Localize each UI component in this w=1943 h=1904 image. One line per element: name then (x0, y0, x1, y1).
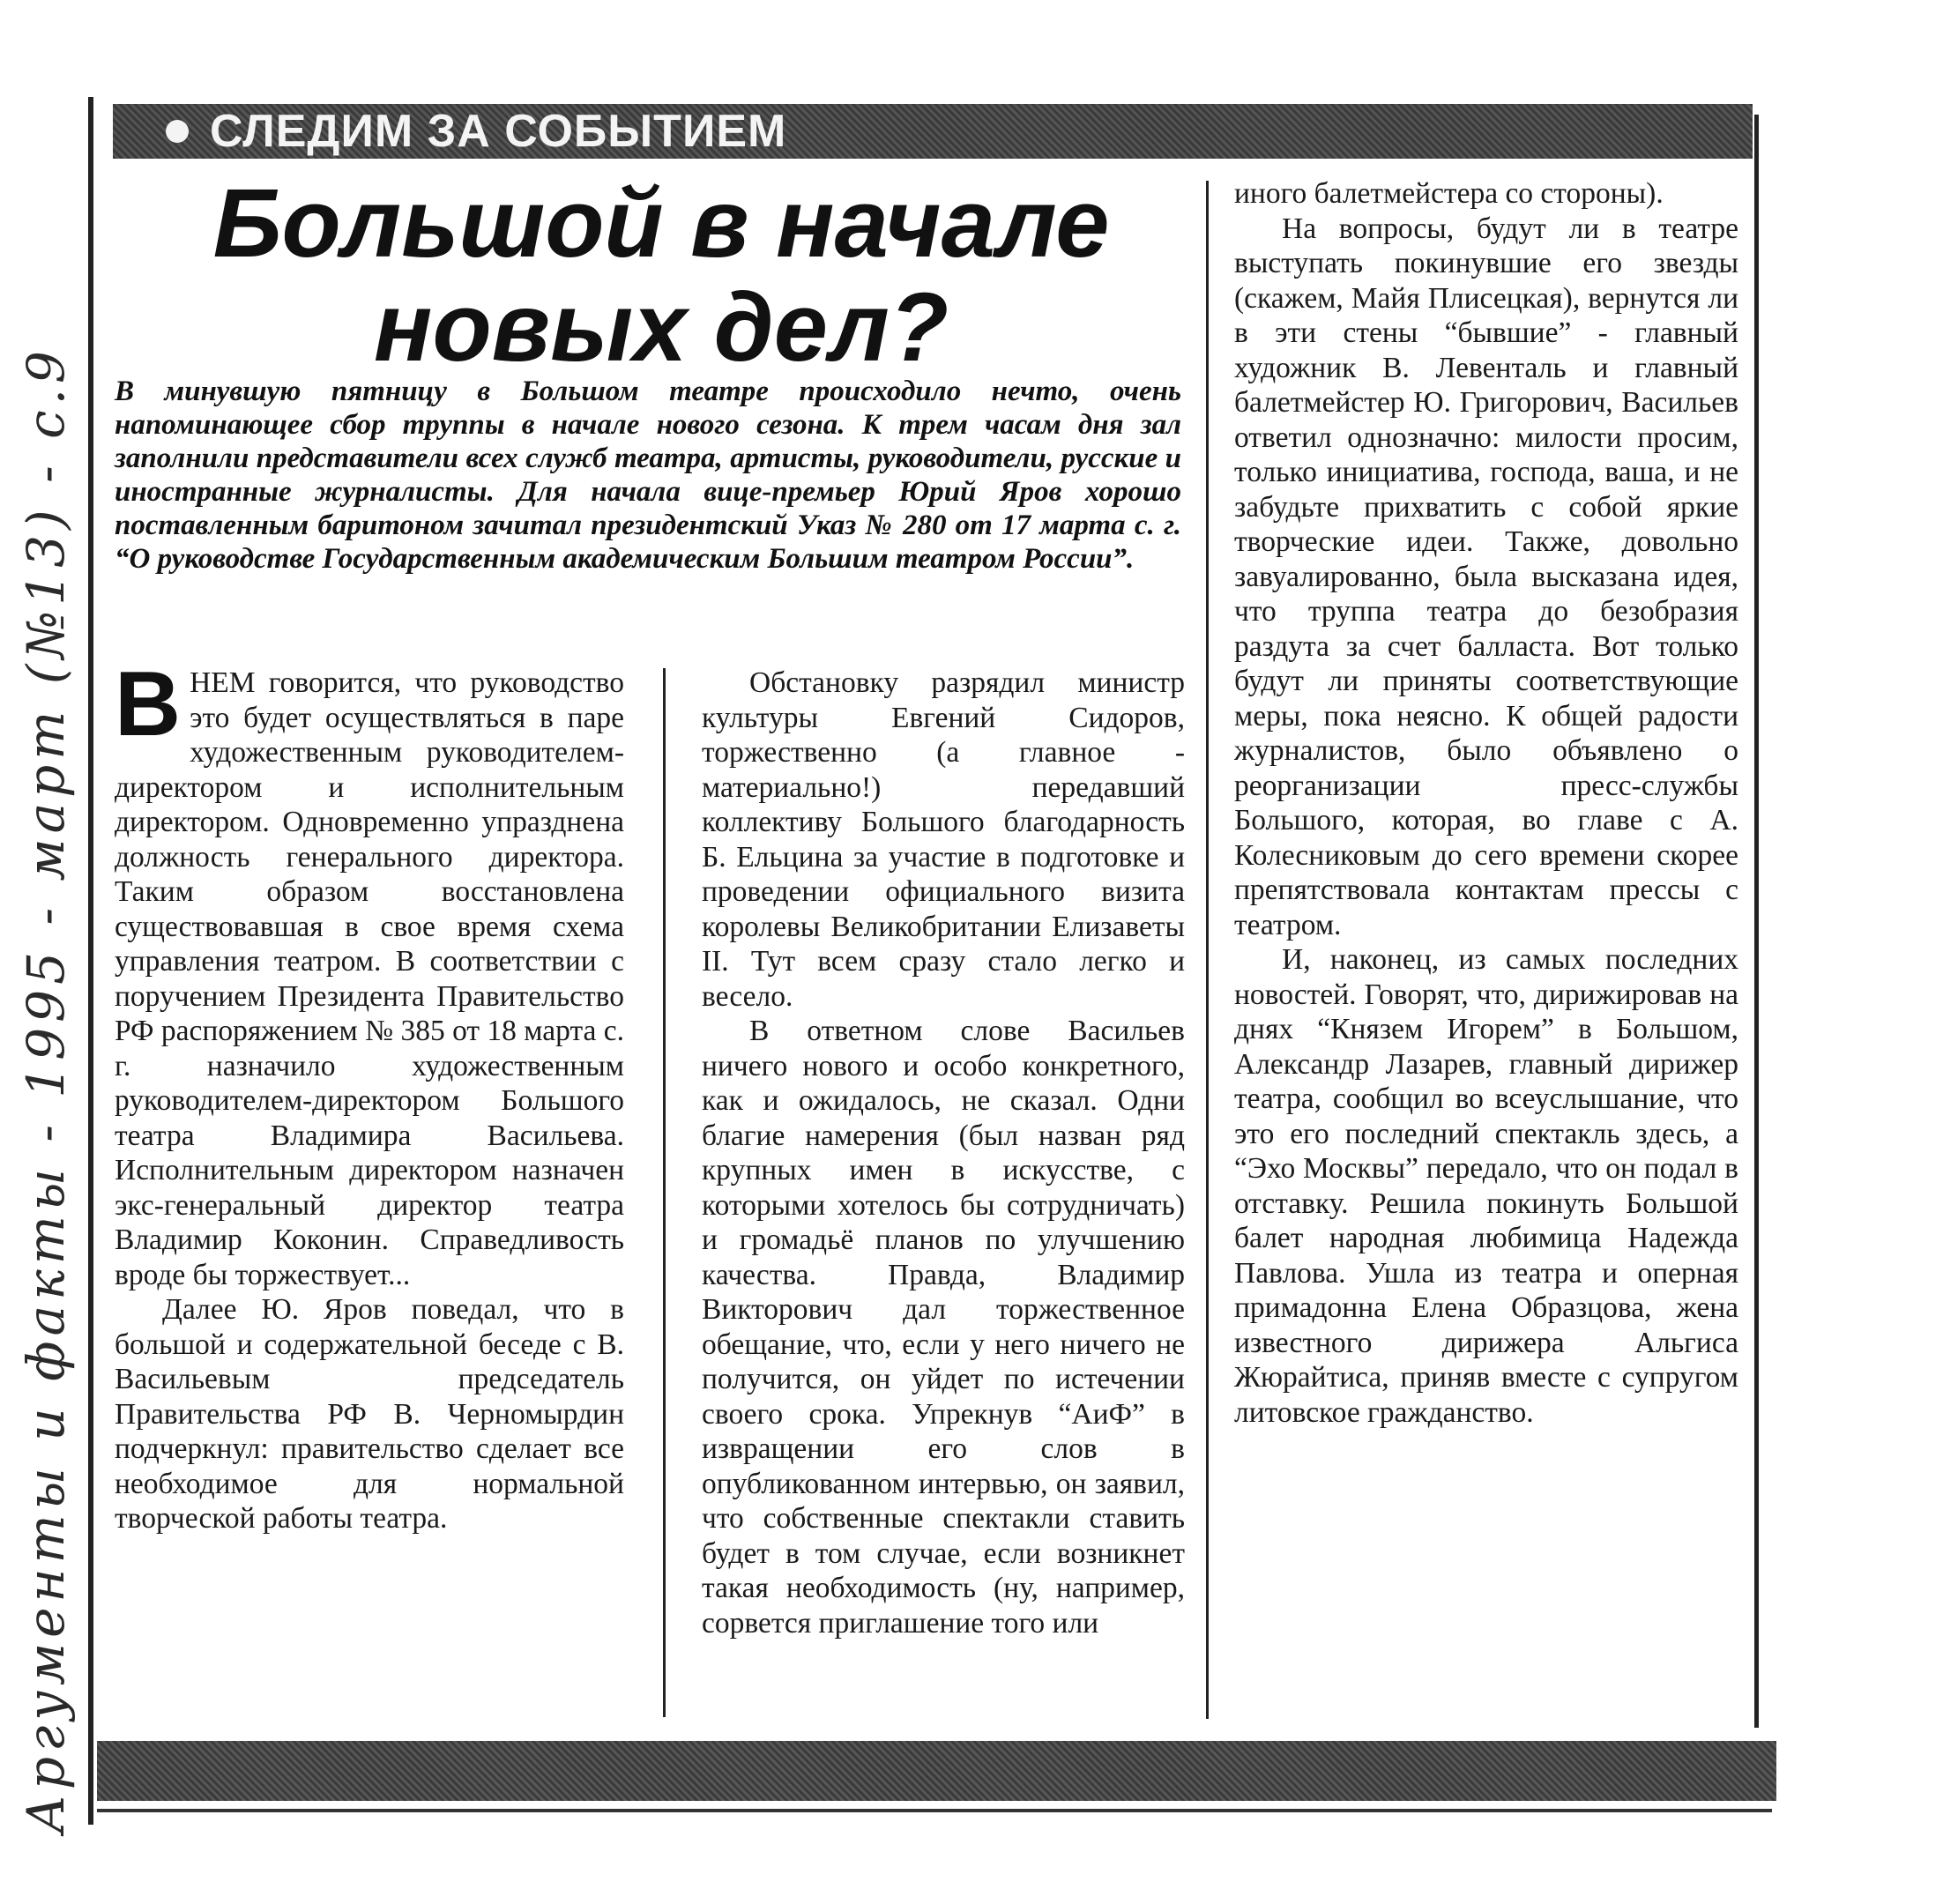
bullet-icon (166, 120, 189, 143)
paragraph: На вопросы, будут ли в театре выступать покинувшие его звезды (скажем, Майя Плисецкая), вернутся ли в эти стены “бывшие” - главный художник В. Левенталь и главный балетмейстер Ю. Григорович, Васильев ответил однозначно: милости просим, только инициатива, господа, ваша, и не забудьте прихватить с собой яркие творческие идеи. Также, довольно завуалированно, была высказана идея, что труппа театра до безобразия раздута за счет балласта. Вот только будут ли приняты соответствующие меры, пока неясно. К общей радости журналистов, было объявлено о реорганизации пресс-службы Большого, которая, во главе с А. Колесниковым до сего времени скорее препятствовала контактам прессы с театром. (1234, 212, 1738, 941)
rubric-banner (113, 104, 1753, 159)
handwritten-text: Аргументы и факты - 1995 - март (№13) - с.9 (16, 346, 76, 1833)
headline-line-1: Большой в начале (212, 169, 1110, 278)
article-headline (132, 169, 1190, 382)
column-divider (663, 668, 666, 1717)
article-column-2 (702, 666, 1185, 1640)
paragraph-text: НЕМ говорится, что руководство это будет осуществляться в паре художественным руководителем-директором и исполнительным директором. Одновременно упразднена должность генерального директора. Таким образом восстановлена существовавшая в свое время схема управления театром. В соответствии с поручением Президента Правительство РФ распоряжением № 385 от 18 марта с. г. назначило художественным руководителем-директором Большого театра Владимира Васильева. Исполнительным директором назначен экс-генеральный директор театра Владимир Коконин. Справедливость вроде бы торжествует... (115, 666, 624, 1291)
drop-cap: В (115, 653, 182, 755)
left-border-line (88, 97, 93, 1825)
article-column-1 (115, 653, 624, 1536)
handwritten-source-note (16, 344, 95, 1842)
right-border-line (1754, 115, 1759, 1728)
paragraph: И, наконец, из самых последних новостей. Говорят, что, дирижировав на днях “Князем Игорем” в Большом, Александр Лазарев, главный дирижер театра, сообщил во всеуслышание, что это его последний спектакль здесь, а “Эхо Москвы” передало, что он подал в отставку. Решила покинуть Большой балет народная любимица Надежда Павлова. Ушла из театра и оперная примадонна Елена Образцова, жена известного дирижера Альгиса Жюрайтиса, приняв вместе с супругом литовское гражданство. (1234, 943, 1738, 1429)
headline-line-2: новых дел? (374, 273, 949, 382)
footer-rule (97, 1809, 1772, 1812)
footer-decorative-bar (97, 1741, 1776, 1801)
paragraph: иного балетмейстера со стороны). (1234, 177, 1664, 210)
article-column-3 (1234, 176, 1738, 1430)
paragraph: Далее Ю. Яров поведал, что в большой и содержательной беседе с В. Васильевым председатель Правительства РФ В. Черномырдин подчеркнул: правительство сделает все необходимое для нормальной творческой работы театра. (115, 1293, 624, 1535)
column-divider (1206, 181, 1209, 1719)
paragraph (115, 653, 624, 1292)
rubric-label: СЛЕДИМ ЗА СОБЫТИЕМ (210, 106, 787, 157)
article-lead: В минувшую пятницу в Большом театре происходило нечто, очень напоминающее сбор труппы в начале нового сезона. К трем часам дня зал заполнили представители всех служб театра, артисты, руководители, русские и иностранные журналисты. Для начала вице-премьер Юрий Яров хорошо поставленным баритоном зачитал президентский Указ № 280 от 17 марта с. г. “О руководстве Государственным академическим Большим театром России”. (115, 376, 1181, 575)
paragraph: Обстановку разрядил министр культуры Евгений Сидоров, торжественно (а главное - материально!) передавший коллективу Большого благодарность Б. Ельцина за участие в подготовке и проведении официального визита королевы Великобритании Елизаветы II. Тут всем сразу стало легко и весело. (702, 666, 1185, 1013)
paragraph: В ответном слове Васильев ничего нового и особо конкретного, как и ожидалось, не сказал. Одни благие намерения (был назван ряд крупных имен в искусстве, с которыми хотелось бы сотрудничать) и громадьё планов по улучшению качества. Правда, Владимир Викторович дал торжественное обещание, что, если у него ничего не получится, он уйдет по истечении своего срока. Упрекнув “АиФ” в извращении его слов в опубликованном интервью, он заявил, что собственные спектакли ставить будет в том случае, если возникнет такая необходимость (ну, например, сорвется приглашение того или (702, 1015, 1185, 1640)
